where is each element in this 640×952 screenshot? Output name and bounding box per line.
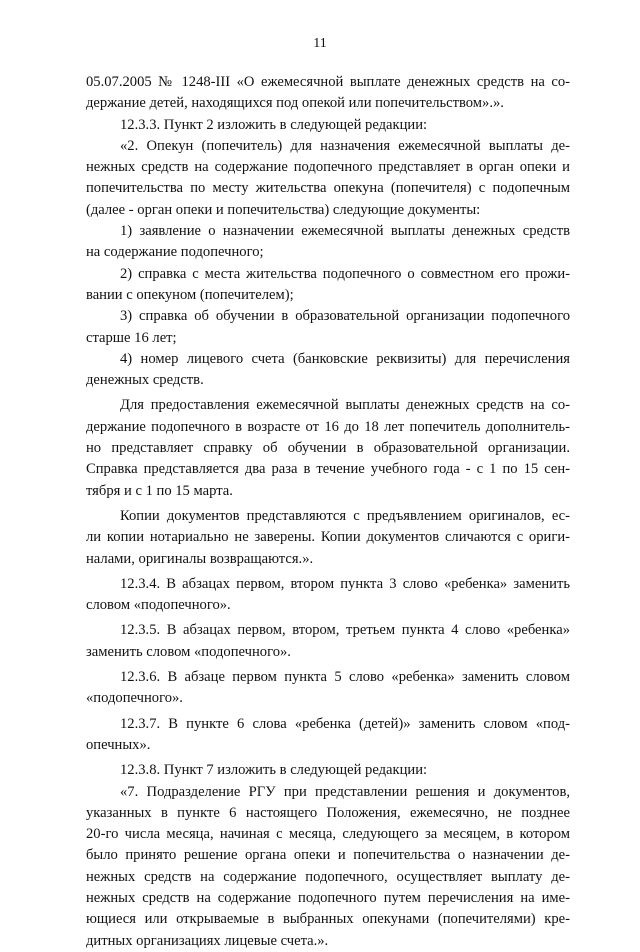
text-line: нежных средств на содержание подопечного представляет в орган опеки и — [86, 159, 570, 176]
text-line: 12.3.3. Пункт 2 изложить в следующей редакции: — [120, 116, 428, 133]
text-line: «2. Опекун (попечитель) для назначения ежемесячной выплаты де- — [120, 137, 570, 154]
text-line: денежных средств. — [86, 372, 204, 389]
text-line: «подопечного». — [86, 690, 183, 707]
text-line: 20-го числа месяца, начиная с месяца, следующего за месяцем, в котором — [86, 826, 570, 843]
text-line: (далее - орган опеки и попечительства) следующие документы: — [86, 201, 481, 218]
text-line: нежных средств на содержание подопечного путем перечисления на име- — [86, 889, 570, 906]
text-line: налами, оригиналы возвращаются.». — [86, 550, 314, 567]
text-line: вании с опекуном (попечителем); — [86, 286, 294, 303]
text-line: 4) номер лицевого счета (банковские реквизиты) для перечисления — [120, 350, 570, 367]
text-line: 2) справка с места жительства подопечного о совместном его прожи- — [120, 265, 570, 282]
text-line: «7. Подразделение РГУ при представлении решения и документов, — [120, 783, 570, 800]
text-line: старше 16 лет; — [86, 329, 177, 346]
text-line: заменить словом «подопечного». — [86, 643, 291, 660]
text-line: было принято решение органа опеки и попечительства о назначении де- — [86, 847, 570, 864]
text-line: словом «подопечного». — [86, 597, 231, 614]
text-line: 12.3.6. В абзаце первом пункта 5 слово «ребенка» заменить словом — [120, 669, 570, 686]
text-line: 3) справка об обучении в образовательной организации подопечного — [120, 308, 570, 325]
text-line: нежных средств на содержание подопечного, осуществляет выплату де- — [86, 868, 570, 885]
text-line: на содержание подопечного; — [86, 244, 264, 261]
text-line: держание детей, находящихся под опекой или попечительством».». — [86, 95, 504, 112]
text-line: 12.3.8. Пункт 7 изложить в следующей редакции: — [120, 762, 428, 779]
text-line: 05.07.2005 № 1248-III «О ежемесячной выплате денежных средств на со- — [86, 74, 570, 90]
page-number: 11 — [313, 36, 327, 51]
text-line: 12.3.4. В абзацах первом, втором пункта 3 слово «ребенка» заменить — [120, 575, 570, 592]
document-body — [86, 72, 570, 952]
text-line: опечных». — [86, 736, 151, 753]
text-line: указанных в пункте 6 настоящего Положения, ежемесячно, не позднее — [86, 804, 570, 821]
text-line: дитных организациях лицевые счета.». — [86, 932, 329, 949]
text-line: Для предоставления ежемесячной выплаты денежных средств на со- — [120, 397, 570, 414]
text-line: попечительства по месту жительства опекуна (попечителя) с подопечным — [86, 180, 570, 197]
text-line: Справка представляется два раза в течение учебного года - с 1 по 15 сен- — [86, 461, 570, 478]
text-line: Копии документов представляются с предъявлением оригиналов, ес- — [120, 507, 570, 524]
text-line: 1) заявление о назначении ежемесячной выплаты денежных средств — [120, 223, 570, 240]
text-line: держание подопечного в возрасте от 16 до 18 лет попечитель дополнитель- — [86, 418, 570, 435]
text-line: тября и с 1 по 15 марта. — [86, 482, 233, 499]
text-line: ющиеся или открываемые в выбранных опекунами (попечителями) кре- — [86, 911, 570, 928]
text-line: 12.3.5. В абзацах первом, втором, третьем пункта 4 слово «ребенка» — [120, 622, 570, 639]
text-line: 12.3.7. В пункте 6 слова «ребенка (детей)» заменить словом «под- — [120, 715, 570, 732]
text-line: но представляет справку об обучении в образовательной организации. — [86, 440, 570, 457]
text-line: ли копии нотариально не заверены. Копии документов сличаются с ориги- — [86, 529, 570, 546]
